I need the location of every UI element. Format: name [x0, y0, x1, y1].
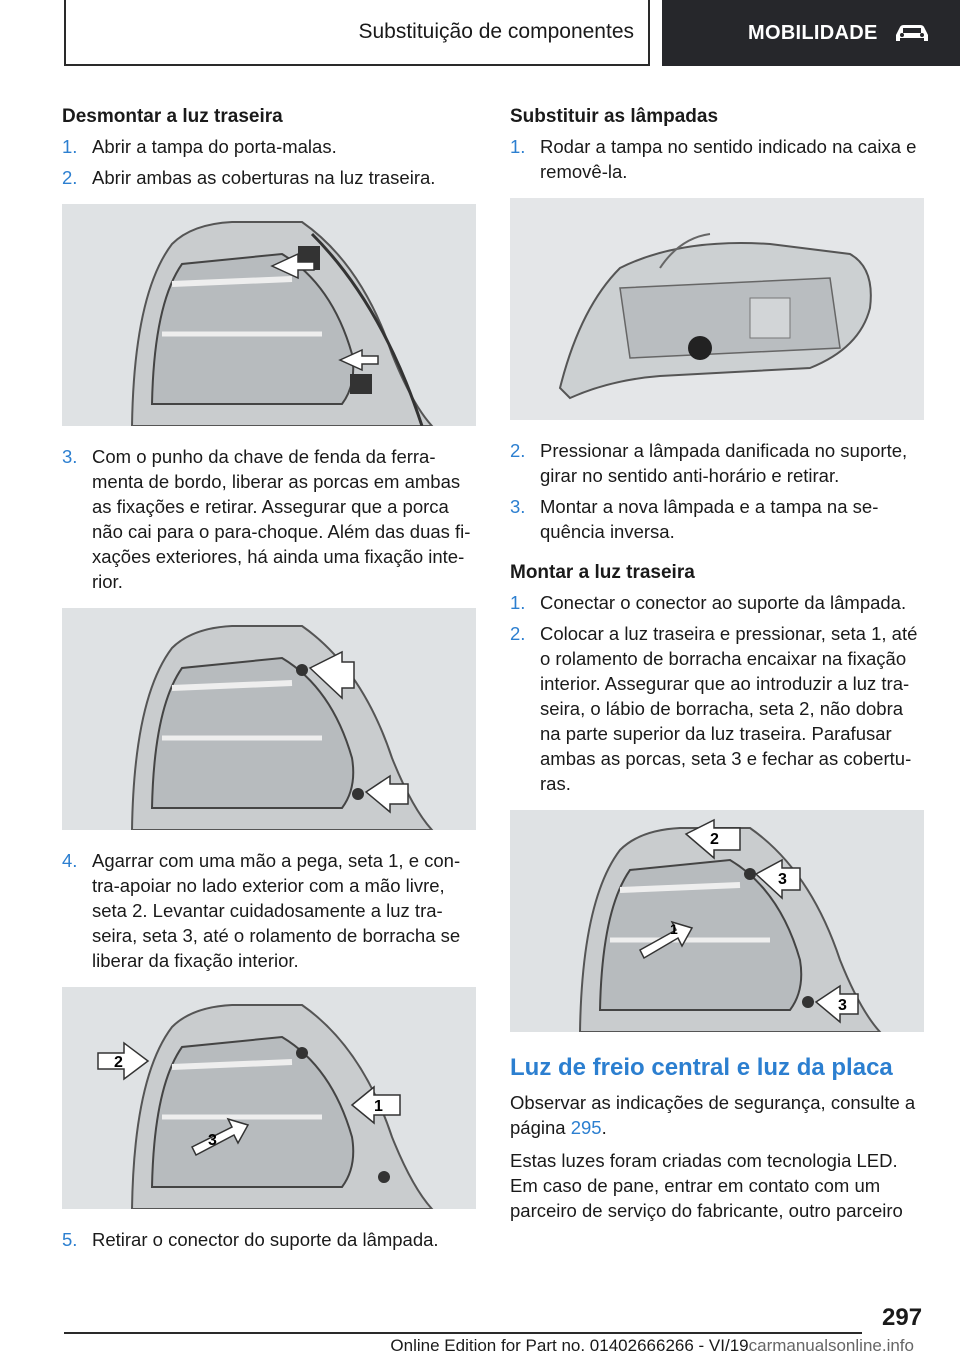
section-title: Substituição de componentes: [358, 20, 634, 43]
paragraph-safety: Observar as indicações de segurança, consulte a página 295.: [510, 1092, 916, 1138]
step-item: 3. Com o punho da chave de fenda da ferramenta de bordo, liberar as porcas em ambas as fixações e retirar. Assegurar que a porca não cai para o para-choque. Além das duas fixações exteriores, há ainda uma fixação interior.: [62, 446, 471, 592]
page-header: [0, 0, 960, 66]
step-item: 1. Rodar a tampa no sentido indicado na caixa e removê-la.: [510, 136, 917, 182]
section-title-brake-plate-lights: Luz de freio central e luz da placa: [510, 1054, 893, 1081]
chapter-title: MOBILIDADE: [748, 21, 878, 44]
figure-taillight-lift: [62, 987, 476, 1209]
step-item: 5. Retirar o conector do suporte da lâmpada.: [62, 1229, 439, 1250]
fig4-label-3-top: 3: [778, 871, 787, 888]
fig4-label-2: 2: [710, 831, 719, 848]
step-item: 1. Conectar o conector ao suporte da lâmpada.: [510, 592, 907, 613]
footer-edition: Online Edition for Part no. 01402666266 - VI/19carmanualsonline.info: [390, 1336, 914, 1355]
fig3-label-1: 1: [374, 1098, 383, 1115]
page-link[interactable]: 295: [570, 1117, 602, 1138]
heading-install-taillight: Montar a luz traseira: [510, 562, 695, 583]
step-item: 4. Agarrar com uma mão a pega, seta 1, e contra-apoiar no lado exterior com a mão livre, seta 2. Levantar cuidadosamente a luz traseira, seta 3, até o rolamento de borracha se liberar da fixação interior.: [62, 850, 461, 971]
heading-remove-taillight: Desmontar a luz traseira: [62, 106, 283, 127]
fig3-label-3: 3: [208, 1132, 217, 1149]
step-item: 3. Montar a nova lâmpada e a tampa na sequência inversa.: [510, 496, 879, 542]
page-number: 297: [882, 1304, 923, 1331]
left-column: [62, 104, 478, 1258]
watermark-logo: carmanualsonline.info: [748, 1336, 914, 1355]
right-column: [510, 104, 926, 1231]
figure-taillight-nuts: [62, 608, 476, 830]
figure-taillight-install: [510, 810, 924, 1032]
figure-bulb-holder: [510, 198, 924, 420]
fig3-label-2: 2: [114, 1054, 123, 1071]
step-item: 1. Abrir a tampa do porta-malas.: [62, 136, 337, 157]
paragraph-led: Estas luzes foram criadas com tecnologia LED. Em caso de pane, entrar em contato com um parceiro de serviço do fabricante, outro parceiro: [510, 1150, 903, 1221]
car-icon: [892, 21, 932, 45]
section-tab: [64, 0, 650, 66]
step-item: 2. Colocar a luz traseira e pressionar, seta 1, até o rolamento de borracha encaixar na fixação interior. Assegurar que ao introduzir a luz traseira, o lábio de borracha, seta 2, não dobra na parte superior da luz traseira. Parafusar ambas as porcas, seta 3 e fechar as coberturas.: [510, 623, 918, 794]
fig4-label-3-bottom: 3: [838, 997, 847, 1014]
figure-taillight-covers: [62, 204, 476, 426]
step-item: 2. Abrir ambas as coberturas na luz traseira.: [62, 167, 436, 188]
chapter-tab: [662, 0, 960, 66]
heading-replace-bulbs: Substituir as lâmpadas: [510, 106, 719, 127]
fig4-label-1: 1: [670, 921, 678, 937]
footer-divider: [64, 1332, 862, 1334]
step-item: 2. Pressionar a lâmpada danificada no suporte, girar no sentido anti-horário e retirar.: [510, 440, 908, 486]
